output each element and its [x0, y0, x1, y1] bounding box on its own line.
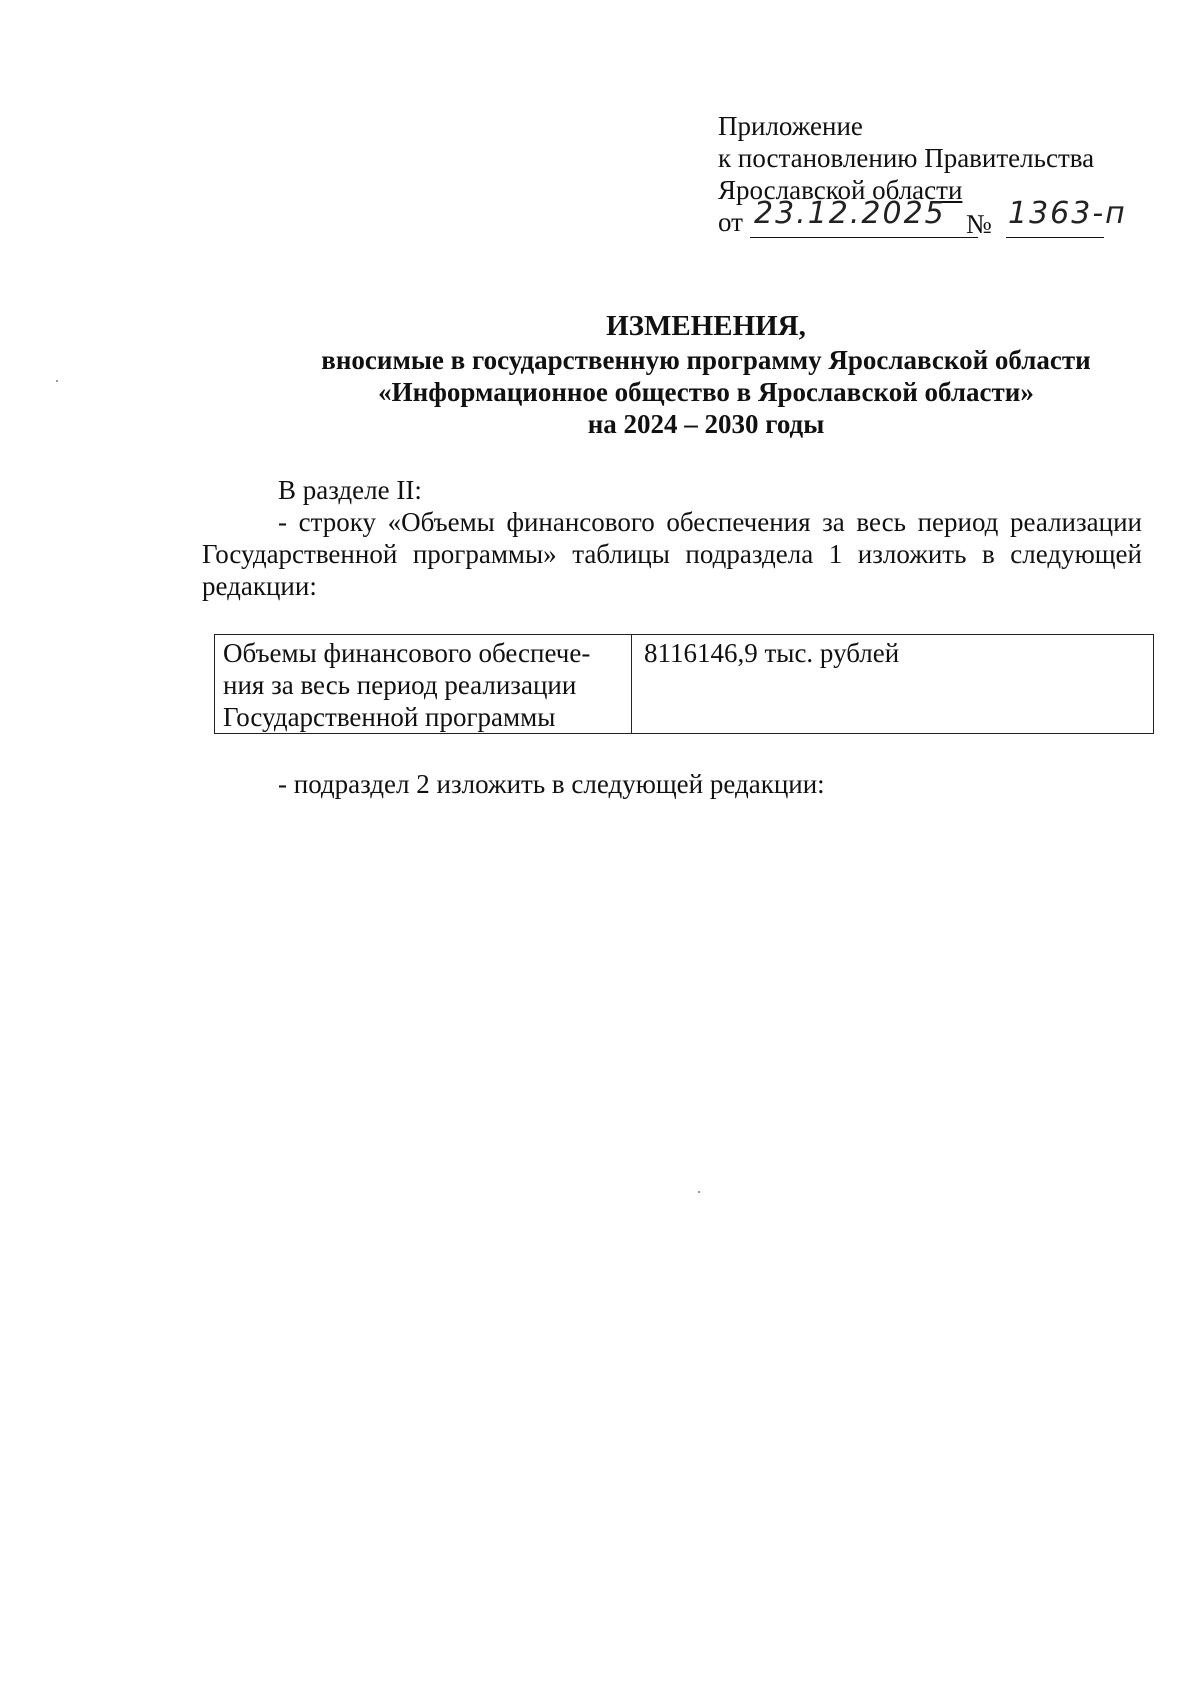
title-line-2: вносимые в государственную программу Ярославской области: [321, 345, 1091, 375]
table-label-cell: [215, 635, 632, 734]
table-label-line-1: Объемы финансового обеспече-: [223, 638, 591, 668]
instruction-paragraph: - строку «Объемы финансового обеспечения за весь период реализации Государственной программы» таблицы подраздела 1 изложить в следующей редакции:: [202, 507, 1142, 601]
table-value-cell: 8116146,9 тыс. рублей: [632, 635, 1154, 734]
financing-table: [214, 634, 1154, 734]
appendix-header: [718, 110, 1127, 242]
handwritten-date: 23.12.2025: [754, 196, 946, 231]
number-sign: №: [966, 209, 992, 239]
number-underline: [1006, 237, 1104, 238]
document-title-block: [200, 308, 1200, 440]
scan-speck: [698, 1191, 700, 1193]
subsection-instruction: - подраздел 2 изложить в следующей редакции:: [278, 769, 825, 799]
document-title: ИЗМЕНЕНИЯ,: [606, 310, 806, 342]
title-line-3: «Информационное общество в Ярославской области»: [378, 377, 1034, 407]
appendix-line-1: Приложение: [718, 111, 863, 141]
appendix-line-3-text: Ярославской облас: [718, 175, 937, 205]
title-line-4: на 2024 – 2030 годы: [587, 409, 825, 439]
date-underline: [750, 237, 978, 238]
date-number-row: [718, 196, 1127, 242]
scan-speck: [56, 380, 58, 382]
section-heading: В разделе II:: [278, 475, 422, 505]
table-label-line-3: Государственной программы: [223, 702, 556, 732]
body-text: [202, 474, 1142, 602]
table-label-line-2: ния за весь период реализации: [223, 670, 577, 700]
handwritten-number: 1363-п: [1008, 196, 1127, 231]
date-prefix: от: [718, 207, 743, 237]
appendix-line-3-underlined: ти: [936, 175, 963, 205]
table-row: [215, 635, 1154, 734]
appendix-line-2: к постановлению Правительства: [718, 143, 1095, 173]
